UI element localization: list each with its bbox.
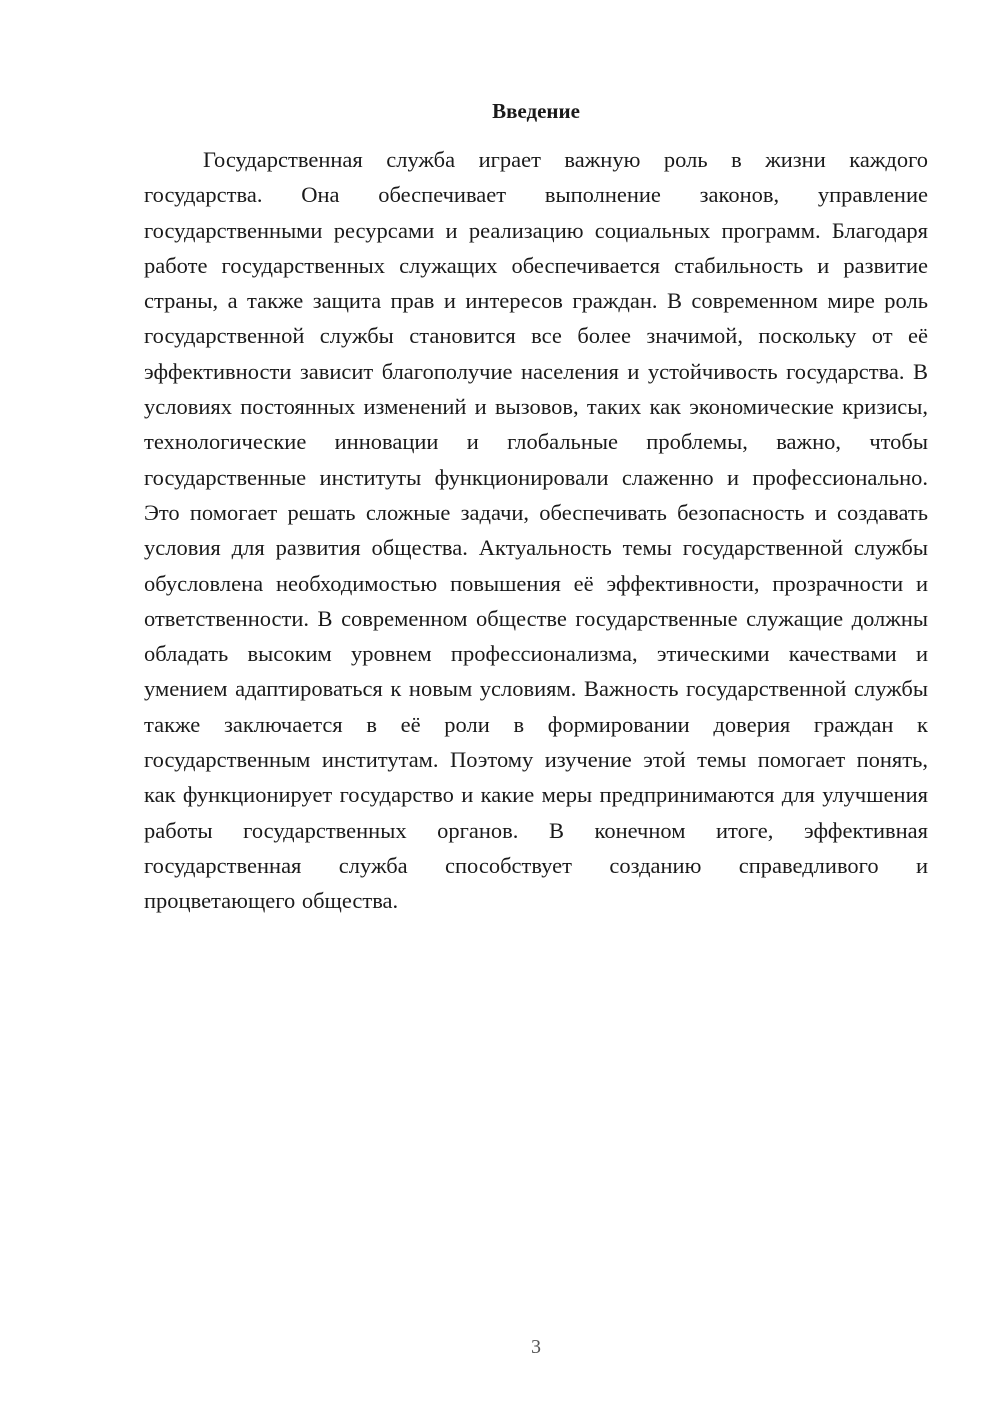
body-paragraph: Государственная служба играет важную роль в жизни каждого государства. Она обеспечивает выполнение законов, управление государственными ресурсами и реализацию социальных программ. Благодаря работе государственных служащих обеспечивается стабильность и развитие страны, а также защита прав и интересов граждан. В современном мире роль государственной службы становится все более значимой, поскольку от её эффективности зависит благополучие населения и устойчивость государства. В условиях постоянных изменений и вызовов, таких как экономические кризисы, технологические инновации и глобальные проблемы, важно, чтобы государственные институты функционировали слаженно и профессионально. Это помогает решать сложные задачи, обеспечивать безопасность и создавать условия для развития общества. Актуальность темы государственной службы обусловлена необходимостью повышения её эффективности, прозрачности и ответственности. В современном обществе государственные служащие должны обладать высоким уровнем профессионализма, этическими качествами и умением адаптироваться к новым условиям. Важность государственной службы также заключается в её роли в формировании доверия граждан к государственным институтам. Поэтому изучение этой темы помогает понять, как функционирует государство и какие меры предпринимаются для улучшения работы государственных органов. В конечном итоге, эффективная государственная служба способствует созданию справедливого и процветающего общества. [144,147,928,914]
page-number: 3 [531,1336,541,1358]
section-heading: Введение [492,99,580,123]
